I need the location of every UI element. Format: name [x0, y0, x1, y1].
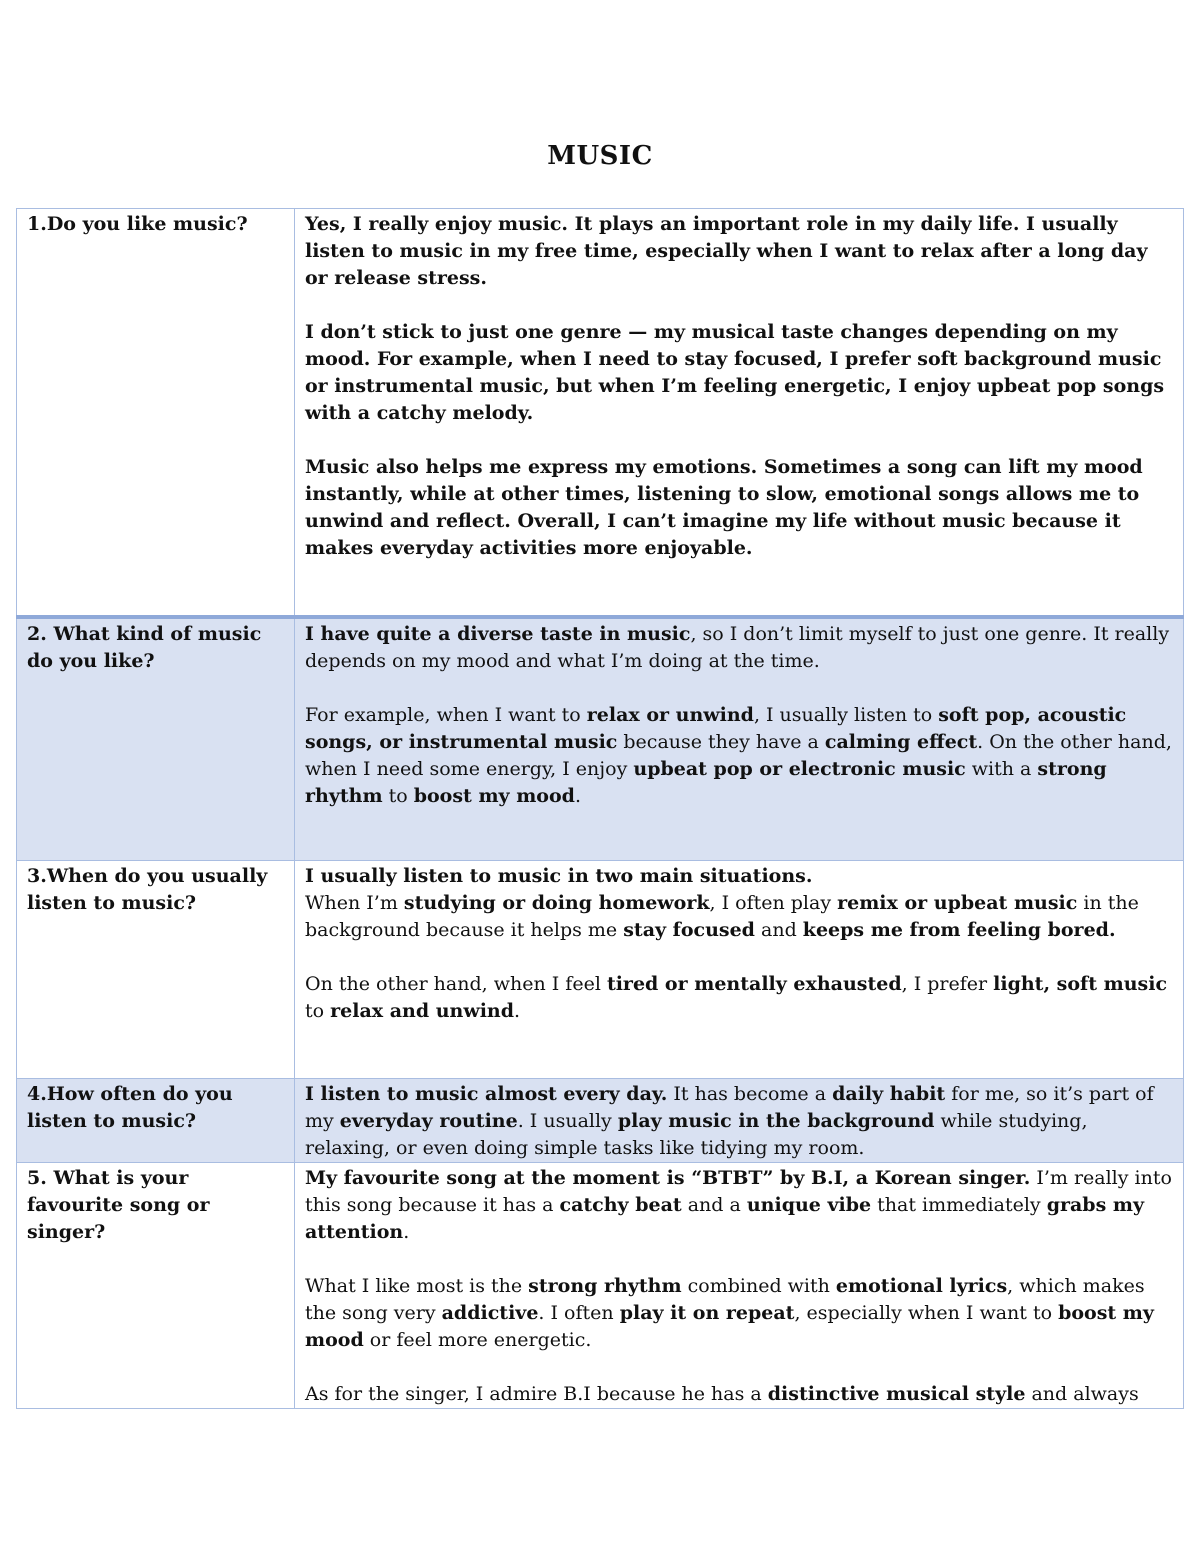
answer-paragraph: [305, 1165, 1173, 1246]
bold-text-run: My favourite song at the moment is “BTBT” by B.I, a Korean singer.: [305, 1167, 1031, 1189]
table-row: [17, 1163, 1184, 1409]
answer-paragraph: [305, 1381, 1173, 1408]
bold-text-run: calming effect: [824, 730, 978, 753]
bold-text-run: catchy beat: [559, 1194, 682, 1216]
bold-text-run: keeps me from feeling bored.: [802, 919, 1116, 941]
bold-text-run: play it on repeat: [619, 1302, 795, 1324]
answer-paragraph: [305, 702, 1173, 810]
text-run: I’m really into this song because it has a: [305, 1167, 1172, 1216]
bold-text-run: addictive: [441, 1302, 539, 1324]
answer-paragraph: [305, 1273, 1173, 1354]
document-title: MUSIC: [547, 141, 653, 171]
bold-text-run: soft pop, acoustic songs, or instrumental music: [305, 703, 1127, 753]
bold-text-run: distinctive musical style: [767, 1383, 1026, 1405]
text-run: and: [754, 919, 803, 941]
bold-text-run: boost my mood: [413, 784, 575, 807]
table-row: [17, 617, 1184, 861]
bold-text-run: daily habit: [832, 1083, 946, 1105]
text-run: . On the other hand, when I need some energy, I enjoy: [305, 730, 1172, 780]
bold-text-run: relax and unwind: [330, 1000, 515, 1022]
answer-paragraph: [305, 319, 1173, 427]
bold-text-run: light, soft music: [993, 973, 1168, 995]
answer-cell: [295, 617, 1184, 861]
answer-cell: [295, 1079, 1184, 1163]
bold-text-run: Yes, I really enjoy music. It plays an important role in my daily life. I usually listen to music in my free time, especially when I want to relax after a long day or release stress.: [305, 213, 1148, 289]
bold-text-run: strong rhythm: [528, 1275, 682, 1297]
table-row: [17, 1079, 1184, 1163]
answer-paragraph: [305, 211, 1173, 292]
bold-text-run: studying or doing homework: [403, 892, 710, 914]
text-run: On the other hand, when I feel: [305, 973, 607, 995]
text-run: because they have a: [617, 730, 825, 753]
bold-text-run: everyday routine: [339, 1110, 518, 1132]
text-run: , I often play: [709, 892, 838, 914]
text-run: .: [514, 1000, 521, 1022]
text-run: For example, when I want to: [305, 703, 587, 726]
bold-text-run: tired or mentally exhausted: [606, 973, 902, 995]
text-run: .: [574, 784, 581, 807]
bold-text-run: I usually listen to music in two main situations.: [305, 865, 813, 887]
text-run: What I like most is the: [305, 1275, 529, 1297]
text-run: .: [403, 1221, 410, 1243]
text-run: that immediately: [871, 1194, 1047, 1216]
table-row: [17, 209, 1184, 617]
table-row: [17, 861, 1184, 1079]
bold-text-run: play music in the background: [617, 1110, 935, 1132]
text-run: . I usually: [517, 1110, 618, 1132]
question-cell: 5. What is your favourite song or singer?: [17, 1163, 295, 1409]
text-run: , especially when I want to: [794, 1302, 1059, 1324]
bold-text-run: upbeat pop or electronic music: [633, 757, 966, 780]
bold-text-run: emotional lyrics: [835, 1275, 1008, 1297]
text-run: , so I don’t limit myself to just one genre. It really depends on my mood and what I’m doing at the time.: [305, 622, 1170, 672]
question-cell: 1.Do you like music?: [17, 209, 295, 617]
answer-paragraph: [305, 454, 1173, 562]
text-run: while studying, relaxing, or even doing simple tasks like tidying my room.: [305, 1110, 1088, 1159]
text-run: As for the singer, I admire B.I because he has a: [305, 1383, 768, 1405]
answer-cell: [295, 209, 1184, 617]
bold-text-run: I listen to music almost every day.: [305, 1083, 668, 1105]
question-cell: 2. What kind of music do you like?: [17, 617, 295, 861]
text-run: , I prefer: [901, 973, 994, 995]
text-run: When I’m: [305, 892, 404, 914]
text-run: and a: [681, 1194, 747, 1216]
bold-text-run: I don’t stick to just one genre — my musical taste changes depending on my mood. For example, when I need to stay focused, I prefer soft background music or instrumental music, but when I’m feeling energetic, I enjoy upbeat pop songs with a catchy melody.: [305, 321, 1165, 424]
question-cell: 3.When do you usually listen to music?: [17, 861, 295, 1079]
bold-text-run: I have quite a diverse taste in music: [305, 622, 691, 645]
answer-paragraph: [305, 971, 1173, 1025]
bold-text-run: remix or upbeat music: [837, 892, 1078, 914]
text-run: with a: [965, 757, 1038, 780]
bold-text-run: unique vibe: [746, 1194, 872, 1216]
text-run: It has become a: [667, 1083, 833, 1105]
qa-table: [16, 208, 1184, 1409]
text-run: or feel more energetic.: [363, 1329, 592, 1351]
bold-text-run: Music also helps me express my emotions. Sometimes a song can lift my mood instantly, while at other times, listening to slow, emotional songs allows me to unwind and reflect. Overall, I can’t imagine my life without music because it makes everyday activities more enjoyable.: [305, 456, 1143, 559]
bold-text-run: stay focused: [623, 919, 755, 941]
bold-text-run: relax or unwind: [586, 703, 754, 726]
bold-text-run: boost my mood: [305, 1302, 1154, 1351]
text-run: to: [305, 1000, 331, 1022]
text-run: for me, so it’s part of my: [305, 1083, 1154, 1132]
answer-cell: [295, 1163, 1184, 1409]
text-run: and always: [1025, 1383, 1139, 1405]
text-run: . I often: [538, 1302, 620, 1324]
bold-text-run: grabs my attention: [305, 1194, 1145, 1243]
text-run: , which makes the song very: [305, 1275, 1145, 1324]
text-run: to: [382, 784, 414, 807]
answer-paragraph: [305, 1081, 1173, 1162]
answer-paragraph: [305, 621, 1173, 675]
answer-paragraph: [305, 863, 1173, 944]
text-run: , I usually listen to: [753, 703, 939, 726]
question-cell: 4.How often do you listen to music?: [17, 1079, 295, 1163]
text-run: in the background because it helps me: [305, 892, 1139, 941]
answer-cell: [295, 861, 1184, 1079]
text-run: combined with: [681, 1275, 836, 1297]
bold-text-run: strong rhythm: [305, 757, 1107, 807]
